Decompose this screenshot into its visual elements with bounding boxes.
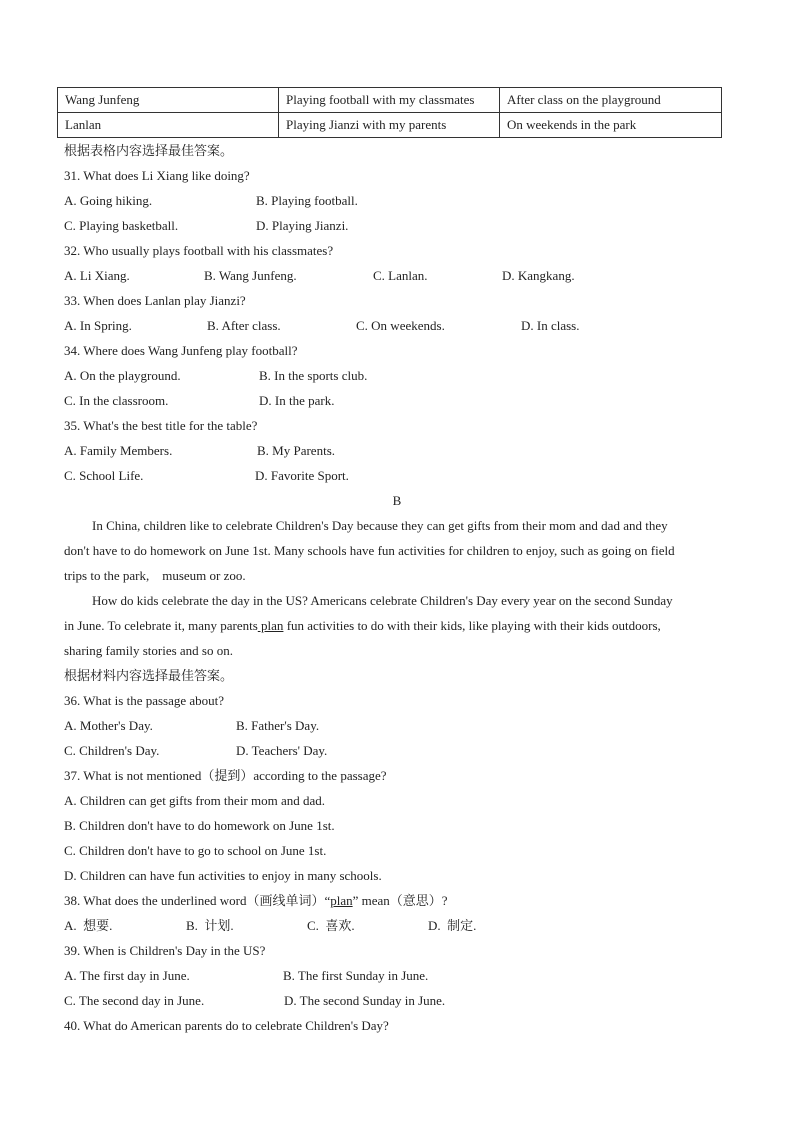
question-34-stem: 34. Where does Wang Junfeng play football? (64, 343, 298, 358)
option-b: B. Playing football. (256, 193, 358, 208)
question-text: 38. What does the underlined word（画线单词）“ (64, 893, 331, 908)
passage-line: trips to the park, museum or zoo. (64, 568, 246, 583)
underlined-word-plan: plan (330, 893, 353, 908)
option-b: B. My Parents. (257, 443, 335, 458)
passage-line (64, 617, 661, 635)
option-a: A. Li Xiang. (64, 268, 130, 283)
table-cell: After class on the playground (500, 88, 722, 113)
option-a: A. The first day in June. (64, 968, 190, 983)
passage-line: In China, children like to celebrate Children's Day because they can get gifts from their mom and dad and they (92, 518, 668, 533)
question-40-stem: 40. What do American parents do to celebrate Children's Day? (64, 1018, 389, 1033)
option-c: C. On weekends. (356, 318, 445, 333)
option-d: D. Favorite Sport. (255, 468, 349, 483)
question-32-stem: 32. Who usually plays football with his classmates? (64, 243, 334, 258)
underlined-word-plan: plan (257, 618, 284, 633)
option-a: A. In Spring. (64, 318, 132, 333)
option-d: D. Kangkang. (502, 268, 575, 283)
passage-line: How do kids celebrate the day in the US? Americans celebrate Children's Day every year on the second Sunday (92, 593, 673, 608)
table-cell: Playing football with my classmates (279, 88, 500, 113)
question-39-stem: 39. When is Children's Day in the US? (64, 943, 266, 958)
passage-text: fun activities to do with their kids, like playing with their kids outdoors, (283, 618, 661, 633)
section-b-heading: B (392, 493, 402, 508)
passage-line: don't have to do homework on June 1st. Many schools have fun activities for children to enjoy, such as going on field (64, 543, 675, 558)
option-d: D. Playing Jianzi. (256, 218, 349, 233)
question-31-stem: 31. What does Li Xiang like doing? (64, 168, 250, 183)
table-cell: On weekends in the park (500, 113, 722, 138)
option-a: A. Family Members. (64, 443, 173, 458)
section-a-instruction: 根据表格内容选择最佳答案。 (64, 143, 234, 158)
option-c: C. In the classroom. (64, 393, 169, 408)
survey-table (57, 87, 722, 138)
option-c: C. 喜欢. (307, 918, 355, 933)
option-b: B. Wang Junfeng. (204, 268, 297, 283)
option-a: A. Mother's Day. (64, 718, 153, 733)
option-c: C. Playing basketball. (64, 218, 179, 233)
table-cell: Playing Jianzi with my parents (279, 113, 500, 138)
passage-text: in June. To celebrate it, many parents (64, 618, 258, 633)
option-c: C. Children don't have to go to school on June 1st. (64, 843, 327, 858)
option-d: D. Teachers' Day. (236, 743, 328, 758)
option-d: D. 制定. (428, 918, 477, 933)
question-text: ” mean（意思）? (352, 893, 448, 908)
passage-line: sharing family stories and so on. (64, 643, 233, 658)
option-c: C. The second day in June. (64, 993, 205, 1008)
table-row (58, 113, 722, 138)
table-cell: Wang Junfeng (58, 88, 279, 113)
option-c: C. Children's Day. (64, 743, 160, 758)
option-b: B. In the sports club. (259, 368, 368, 383)
section-b-instruction: 根据材料内容选择最佳答案。 (64, 668, 234, 683)
option-d: D. In the park. (259, 393, 335, 408)
option-d: D. The second Sunday in June. (284, 993, 446, 1008)
option-b: B. Children don't have to do homework on June 1st. (64, 818, 335, 833)
option-b: B. Father's Day. (236, 718, 320, 733)
option-a: A. 想要. (64, 918, 113, 933)
option-b: B. 计划. (186, 918, 234, 933)
option-b: B. After class. (207, 318, 281, 333)
option-d: D. Children can have fun activities to enjoy in many schools. (64, 868, 382, 883)
option-d: D. In class. (521, 318, 580, 333)
option-b: B. The first Sunday in June. (283, 968, 429, 983)
table-row (58, 88, 722, 113)
question-35-stem: 35. What's the best title for the table? (64, 418, 258, 433)
option-a: A. On the playground. (64, 368, 181, 383)
question-38-stem (64, 892, 448, 910)
question-37-stem: 37. What is not mentioned（提到）according to the passage? (64, 768, 387, 783)
question-33-stem: 33. When does Lanlan play Jianzi? (64, 293, 246, 308)
option-a: A. Children can get gifts from their mom and dad. (64, 793, 326, 808)
option-c: C. School Life. (64, 468, 144, 483)
option-c: C. Lanlan. (373, 268, 428, 283)
table-cell: Lanlan (58, 113, 279, 138)
option-a: A. Going hiking. (64, 193, 153, 208)
question-36-stem: 36. What is the passage about? (64, 693, 225, 708)
